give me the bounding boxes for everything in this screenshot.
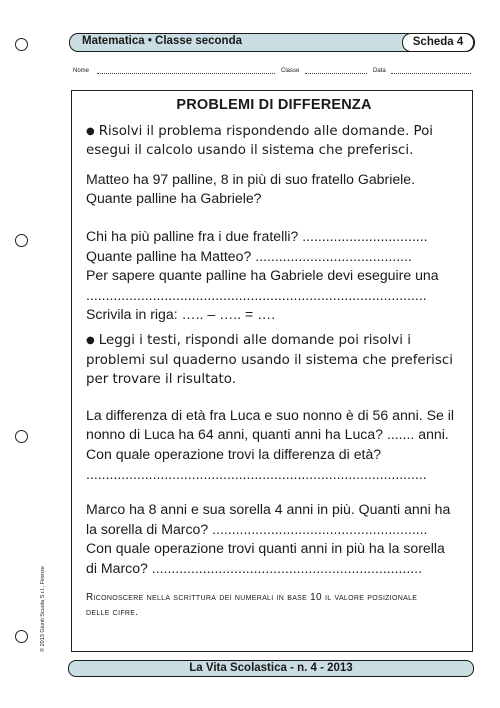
header-bar xyxy=(69,33,475,52)
worksheet-content xyxy=(86,96,462,620)
binder-hole-1 xyxy=(15,38,28,51)
learning-objective-line1: Riconoscere nella scrittura dei numerali in base 10 il valore posizionale xyxy=(86,592,418,604)
bullet-icon: ● xyxy=(86,125,95,137)
binder-hole-4 xyxy=(15,630,28,643)
date-field[interactable] xyxy=(391,73,471,74)
problem3-line3: Con quale operazione trovi quanti anni in più ha la sorella xyxy=(86,540,445,557)
problem2-line2: nonno di Luca ha 64 anni, quanti anni ha Luca? ....... anni. xyxy=(86,426,449,443)
problem3-line4: di Marco? ..................................................................... xyxy=(86,559,422,576)
class-label: Classe xyxy=(281,68,300,74)
date-label: Data xyxy=(373,68,386,74)
problem3-line1: Marco ha 8 anni e sua sorella 4 anni in più. Quanti anni ha xyxy=(86,501,451,518)
problem2-answer-line: ....................................................................................... xyxy=(86,465,427,482)
learning-objective-line2: delle cifre. xyxy=(86,607,139,619)
instruction-1 xyxy=(86,122,462,161)
footer-bar: La Vita Scolastica - n. 4 - 2013 xyxy=(68,660,474,677)
copyright-notice: © 2013 Giunti Scuola S.r.l., Firenze xyxy=(40,566,46,652)
binder-hole-2 xyxy=(15,234,28,247)
header-subject: Matematica • Classe seconda xyxy=(82,35,242,47)
instruction-2-text: Leggi i testi, rispondi alle domande poi risolvi i problemi sul quaderno usando il sistema che preferisci per trovare il risultato. xyxy=(86,332,453,388)
problem1-q3: Per sapere quante palline ha Gabriele devi eseguire una xyxy=(86,267,439,284)
problem1-q3-answer-line: ....................................................................................... xyxy=(86,286,427,303)
problem3-line2: la sorella di Marco? ....................................................... xyxy=(86,520,428,537)
problem2-line3: Con quale operazione trovi la differenza di età? xyxy=(86,445,382,462)
instruction-1-text: Risolvi il problema rispondendo alle domande. Poi esegui il calcolo usando il sistema che preferisci. xyxy=(86,123,434,159)
instruction-2 xyxy=(86,331,462,390)
problem1-q1: Chi ha più palline fra i due fratelli? ................................ xyxy=(86,227,428,244)
name-field[interactable] xyxy=(97,73,275,74)
name-label: Nome xyxy=(73,68,90,74)
problem1-question: Quante palline ha Gabriele? xyxy=(86,190,262,207)
problem1-q2: Quante palline ha Matteo? ........................................ xyxy=(86,247,412,264)
learning-objective xyxy=(86,590,462,620)
problem1-q4: Scrivila in riga: ….. – ….. = …. xyxy=(86,306,276,323)
binder-hole-3 xyxy=(15,430,28,443)
class-field[interactable] xyxy=(305,73,367,74)
problem2-line1: La differenza di età fra Luca e suo nonno è di 56 anni. Se il xyxy=(86,406,455,423)
sheet-number: Scheda 4 xyxy=(402,33,474,52)
page-title: PROBLEMI DI DIFFERENZA xyxy=(176,97,372,113)
bullet-icon: ● xyxy=(86,334,95,346)
problem1-text: Matteo ha 97 palline, 8 in più di suo fratello Gabriele. xyxy=(86,170,416,187)
